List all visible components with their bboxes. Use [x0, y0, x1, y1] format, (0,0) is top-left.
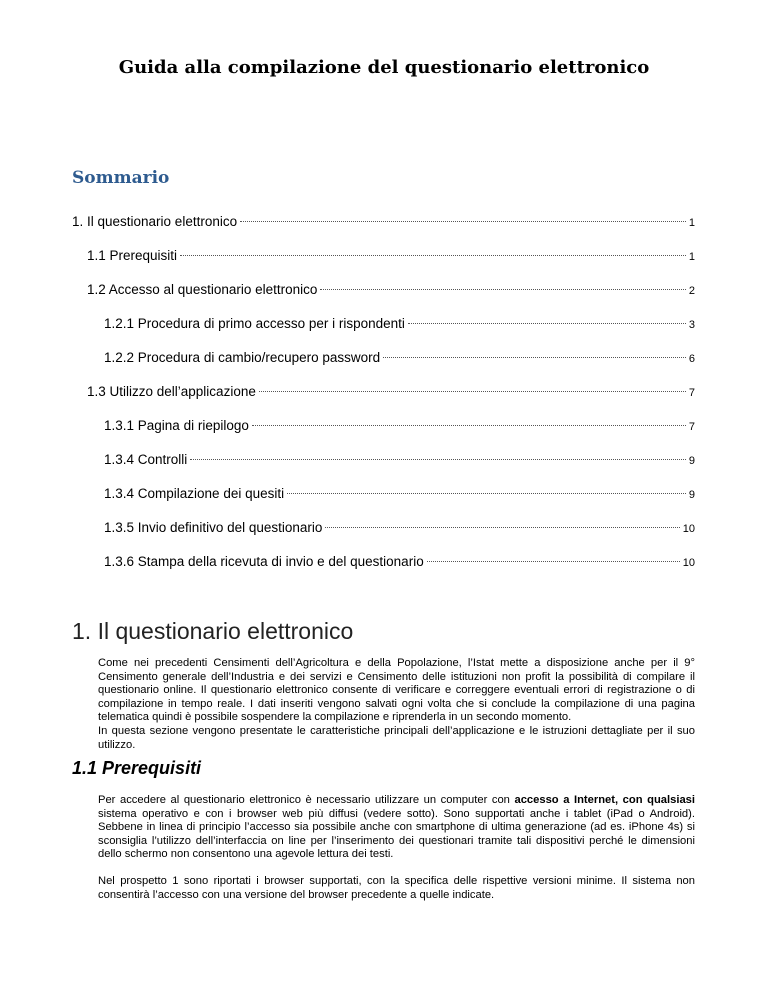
toc-entry[interactable]	[104, 350, 695, 368]
toc-entry-page: 6	[688, 353, 695, 365]
toc-entry-label: 1.2.2 Procedura di cambio/recupero password	[104, 350, 381, 365]
toc-entry-page: 2	[688, 285, 695, 297]
toc-leader-dots	[240, 221, 686, 222]
toc-entry-label: 1.1 Prerequisiti	[87, 248, 178, 263]
toc-entry-page: 1	[688, 217, 695, 229]
toc-leader-dots	[259, 391, 686, 392]
toc-entry[interactable]	[104, 452, 695, 470]
toc-entry[interactable]	[104, 520, 695, 538]
toc-entry-page: 9	[688, 489, 695, 501]
toc-entry-page: 1	[688, 251, 695, 263]
subsection-body	[72, 794, 695, 902]
toc-entry[interactable]	[72, 214, 695, 232]
toc-entry-label: 1.3.5 Invio definitivo del questionario	[104, 520, 323, 535]
paragraph-text: Per accedere al questionario elettronico è necessario utilizzare un computer con	[98, 794, 515, 806]
toc-entry[interactable]	[104, 486, 695, 504]
paragraph-spacer	[72, 862, 695, 875]
toc-entry[interactable]	[87, 248, 695, 266]
toc-leader-dots	[320, 289, 685, 290]
bold-text: accesso a Internet, con qualsiasi	[514, 794, 695, 806]
toc-leader-dots	[325, 527, 679, 528]
paragraph	[72, 794, 695, 862]
toc-entry-label: 1. Il questionario elettronico	[72, 214, 238, 229]
toc-leader-dots	[383, 357, 686, 358]
toc-leader-dots	[408, 323, 686, 324]
toc-entry-label: 1.3.4 Compilazione dei quesiti	[104, 486, 285, 501]
toc-entry-label: 1.3 Utilizzo dell’applicazione	[87, 384, 256, 399]
toc-entry-page: 7	[688, 421, 695, 433]
toc-leader-dots	[287, 493, 686, 494]
toc-entry-page: 3	[688, 319, 695, 331]
toc-entry[interactable]	[104, 418, 695, 436]
toc-entry[interactable]	[87, 384, 695, 402]
toc-entry[interactable]	[104, 554, 695, 572]
toc-leader-dots	[180, 255, 686, 256]
subsection-heading: 1.1 Prerequisiti	[72, 758, 202, 778]
paragraph: In questa sezione vengono presentate le caratteristiche principali dell’applicazione e le istruzioni dettagliate per il suo utilizzo.	[98, 724, 695, 751]
toc-entry-label: 1.3.4 Controlli	[104, 452, 188, 467]
toc-entry-page: 10	[682, 523, 695, 535]
toc-entry[interactable]	[104, 316, 695, 334]
document-title: Guida alla compilazione del questionario elettronico	[118, 57, 650, 78]
section-heading: 1. Il questionario elettronico	[72, 618, 354, 644]
toc-entry[interactable]	[87, 282, 695, 300]
toc-entry-label: 1.2 Accesso al questionario elettronico	[87, 282, 318, 297]
toc-entry-page: 10	[682, 557, 695, 569]
toc-heading: Sommario	[72, 168, 170, 188]
toc-leader-dots	[427, 561, 680, 562]
paragraph: Come nei precedenti Censimenti dell’Agricoltura e della Popolazione, l’Istat mette a disposizione anche per il 9° Censimento generale dell’Industria e dei servizi e Censimento delle istituzioni non profit la possibilità di compilare il questionario online. Il questionario elettronico consente di verificare e correggere eventuali errori di registrazione o di compilazione in tempo reale. I dati inseriti vengono salvati ogni volta che si conclude la compilazione di una pagina telematica quindi è possibile sospendere la compilazione e riprenderla in un secondo momento.	[98, 657, 695, 724]
section-body	[72, 657, 695, 752]
toc-entry-page: 9	[688, 455, 695, 467]
toc-entry-label: 1.2.1 Procedura di primo accesso per i rispondenti	[104, 316, 405, 331]
paragraph: Nel prospetto 1 sono riportati i browser supportati, con la specifica delle rispettive versioni minime. Il sistema non consentirà l’accesso con una versione del browser precedente a quelle indicate.	[98, 874, 695, 901]
toc-entry-label: 1.3.6 Stampa della ricevuta di invio e del questionario	[104, 554, 424, 569]
toc-entry-label: 1.3.1 Pagina di riepilogo	[104, 418, 249, 433]
paragraph-text: sistema operativo e con i browser web più diffusi (vedere sotto). Sono supportati anche i tablet (iPad o Android). Sebbene in linea di principio l’accesso sia possibile anche con smartphone di ultima generazione (ad es. iPhone 4s) si sconsiglia l’utilizzo dell’interfaccia on line per l’inserimento dei questionari tramite tali dispositivi perché le dimensioni dello schermo non consentono una agevole lettura dei testi.	[98, 807, 695, 861]
toc-leader-dots	[190, 459, 686, 460]
toc-leader-dots	[252, 425, 686, 426]
toc-entry-page: 7	[688, 387, 695, 399]
